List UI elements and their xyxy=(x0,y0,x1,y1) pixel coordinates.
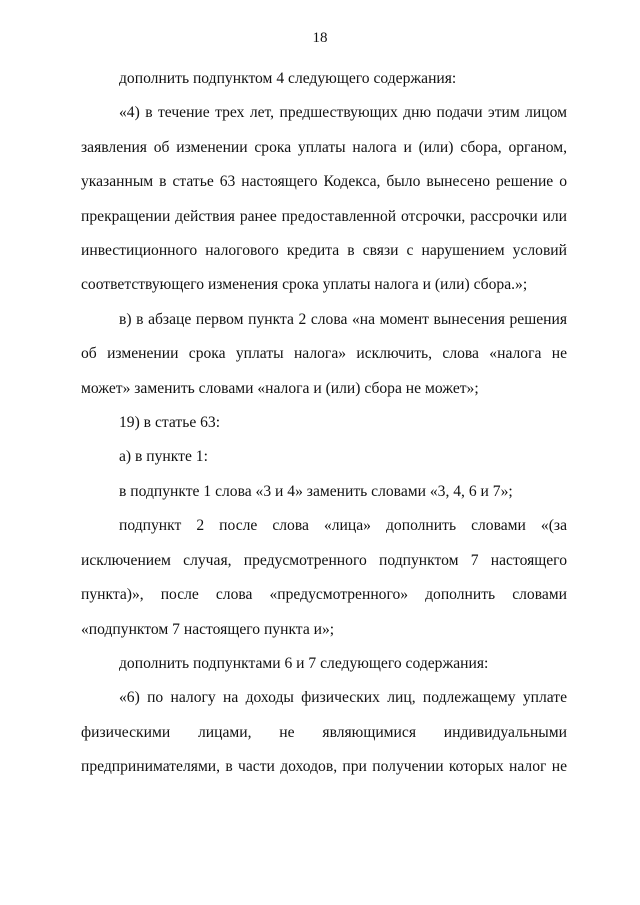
page-number: 18 xyxy=(312,30,328,46)
paragraph-subclause-2-change: подпункт 2 после слова «лица» дополнить словами «(за исключением случая, предусмотренного подпунктом 7 настоящего пункта)», после слова «предусмотренного» дополнить словами «подпунктом 7 настоящего пункта и»; xyxy=(81,517,567,638)
document-body xyxy=(81,62,567,785)
paragraph-item-a: а) в пункте 1: xyxy=(119,448,208,466)
paragraph-subclause-1-change: в подпункте 1 слова «3 и 4» заменить словами «3, 4, 6 и 7»; xyxy=(119,482,513,500)
paragraph-article-63: 19) в статье 63: xyxy=(119,414,221,432)
paragraph-subclause-4-text: «4) в течение трех лет, предшествующих дню подачи этим лицом заявления об изменении срока уплаты налога и (или) сбора, органом, указанным в статье 63 настоящего Кодекса, было вынесено решение о прекращении действия ранее предоставленной отсрочки, рассрочки или инвестиционного налогового кредита в связи с нарушением условий соответствующего изменения срока уплаты налога и (или) сбора.»; xyxy=(81,104,567,294)
paragraph-subclause-6-text: «6) по налогу на доходы физических лиц, подлежащему уплате физическими лицами, не являющимися индивидуальными предпринимателями, в части доходов, при получении которых налог не xyxy=(81,689,567,776)
paragraph-item-v: в) в абзаце первом пункта 2 слова «на момент вынесения решения об изменении срока уплаты налога» исключить, слова «налога не может» заменить словами «налога и (или) сбора не может»; xyxy=(81,310,567,397)
paragraph-amend-subclause-4: дополнить подпунктом 4 следующего содержания: xyxy=(119,70,457,87)
paragraph-add-subclauses-6-7: дополнить подпунктами 6 и 7 следующего содержания: xyxy=(119,654,489,672)
